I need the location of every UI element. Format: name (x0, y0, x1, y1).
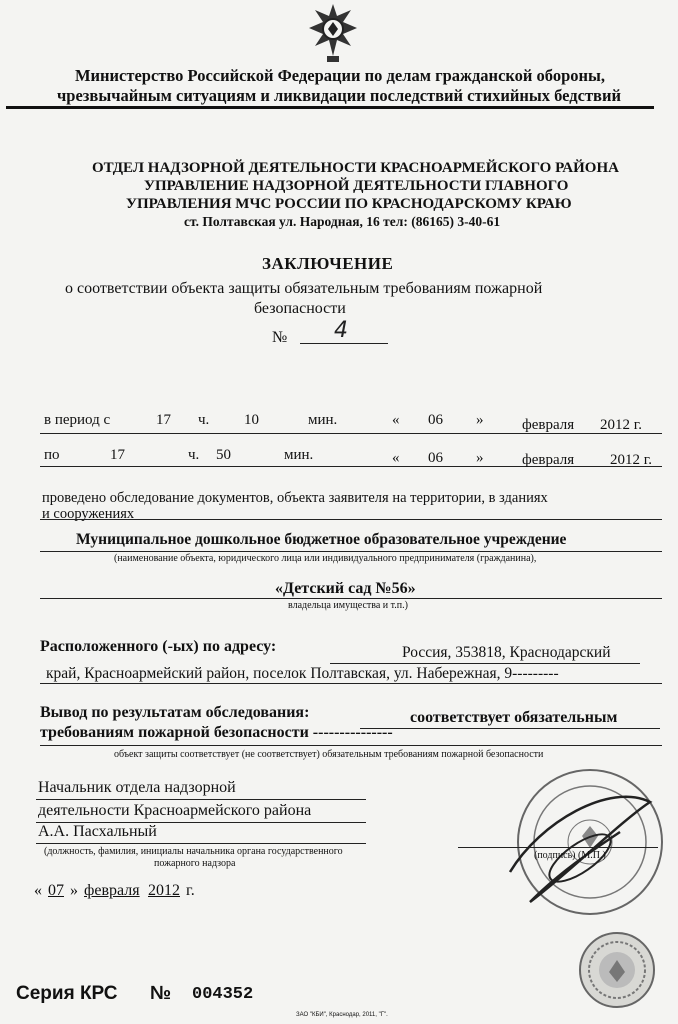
survey-line1: проведено обследование документов, объекта заявителя на территории, в зданиях (42, 490, 548, 506)
survey-line-underline (40, 519, 662, 520)
series-number-sign: № (150, 983, 172, 1004)
department-address: ст. Полтавская ул. Народная, 16 тел: (86165) 3-40-61 (184, 214, 501, 229)
period-row2-year: 2012 г. (610, 452, 652, 468)
signature-line (458, 847, 658, 848)
date-day: 07 (48, 882, 64, 899)
ministry-line2: чрезвычайным ситуациям и ликвидации последствий стихийных бедствий (57, 86, 621, 105)
address-line2 (40, 683, 662, 684)
object-name-line (40, 551, 662, 552)
signature-hint: (подпись) (М.П.) (534, 850, 606, 861)
date-year: 2012 (148, 882, 180, 899)
series-label: Серия КРС (16, 983, 118, 1004)
period-row2-prefix: по (44, 447, 60, 463)
object-name: Муниципальное дошкольное бюджетное образовательное учреждение (76, 531, 567, 548)
period-row2-quote-close: » (476, 450, 484, 466)
period-row2-minutes: 50 (216, 447, 231, 463)
date-quote-open: « (34, 882, 42, 899)
series-number: 004352 (192, 985, 254, 1004)
signatory-underline1 (36, 799, 366, 800)
period-row1-year: 2012 г. (600, 417, 642, 433)
period-row1-minutes: 10 (244, 412, 259, 428)
document-subtitle-line2: безопасности (254, 300, 346, 317)
printer-imprint: ЗАО "КБИ", Краснодар, 2011, "Г". (296, 1012, 388, 1018)
survey-line2: и сооружениях (42, 506, 135, 522)
period-row2-m-label: мин. (284, 447, 314, 463)
period-row1-day: 06 (428, 412, 443, 428)
address-label: Расположенного (-ых) по адресу: (40, 638, 277, 655)
ministry-line1: Министерство Российской Федерации по делам гражданской обороны, (74, 66, 606, 85)
number-line (300, 343, 388, 344)
conclusion-hint: объект защиты соответствует (не соответствует) обязательным требованиям пожарной безопасности (114, 749, 544, 760)
department-line1: ОТДЕЛ НАДЗОРНОЙ ДЕЯТЕЛЬНОСТИ КРАСНОАРМЕЙСКОГО РАЙОНА (92, 160, 619, 176)
department-line3: УПРАВЛЕНИЯ МЧС РОССИИ ПО КРАСНОДАРСКОМУ КРАЮ (126, 196, 572, 212)
conclusion-line1 (360, 728, 660, 729)
period-row1-prefix: в период с (44, 412, 111, 428)
document-title: ЗАКЛЮЧЕНИЕ (262, 254, 394, 273)
period-row1-quote-open: « (392, 412, 400, 428)
period-row1-quote-close: » (476, 412, 484, 428)
period-row2-quote-open: « (392, 450, 400, 466)
date-suffix: г. (186, 882, 195, 899)
period-row2-day: 06 (428, 450, 443, 466)
period-row1-hours: 17 (156, 412, 171, 428)
conclusion-label: Вывод по результатам обследования: (40, 704, 310, 721)
period-row2-h-label: ч. (188, 447, 200, 463)
number-label: № (272, 329, 288, 346)
department-line2: УПРАВЛЕНИЕ НАДЗОРНОЙ ДЕЯТЕЛЬНОСТИ ГЛАВНОГО (144, 178, 569, 194)
date-quote-close: » (70, 882, 78, 899)
number-value: 4 (334, 318, 348, 343)
conclusion-line2 (40, 745, 662, 746)
signatory-line3: А.А. Пасхальный (38, 823, 157, 840)
object-short-line (40, 598, 662, 599)
address-part2: край, Красноармейский район, поселок Полтавская, ул. Набережная, 9--------- (46, 665, 559, 682)
official-stamp-icon (500, 762, 670, 922)
period-row1-month: февраля (522, 417, 575, 433)
signatory-underline3 (36, 843, 366, 844)
object-short-hint: владельца имущества и т.п.) (288, 600, 408, 611)
hologram-seal-icon (576, 930, 658, 1010)
emblem-icon (307, 2, 359, 64)
period-row2-month: февраля (522, 452, 575, 468)
conclusion-value2: требованиям пожарной безопасности --------------- (40, 724, 393, 741)
ministry-divider (6, 106, 654, 109)
signatory-line2: деятельности Красноармейского района (38, 802, 312, 819)
address-line1 (330, 663, 640, 664)
signatory-line1: Начальник отдела надзорной (38, 779, 236, 796)
object-name-hint: (наименование объекта, юридического лица или индивидуального предпринимателя (гражданина), (114, 553, 537, 564)
document-subtitle-line1: о соответствии объекта защиты обязательным требованиям пожарной (65, 280, 543, 297)
object-short-name: «Детский сад №56» (275, 580, 416, 597)
period-row2-hours: 17 (110, 447, 125, 463)
date-month: февраля (84, 882, 140, 899)
address-part1: Россия, 353818, Краснодарский (402, 644, 611, 661)
period-row1-h-label: ч. (198, 412, 210, 428)
signatory-hint2: пожарного надзора (154, 858, 236, 869)
signatory-hint1: (должность, фамилия, инициалы начальника органа государственного (44, 846, 343, 857)
period-row1-m-label: мин. (308, 412, 338, 428)
conclusion-value1: соответствует обязательным (410, 709, 618, 726)
